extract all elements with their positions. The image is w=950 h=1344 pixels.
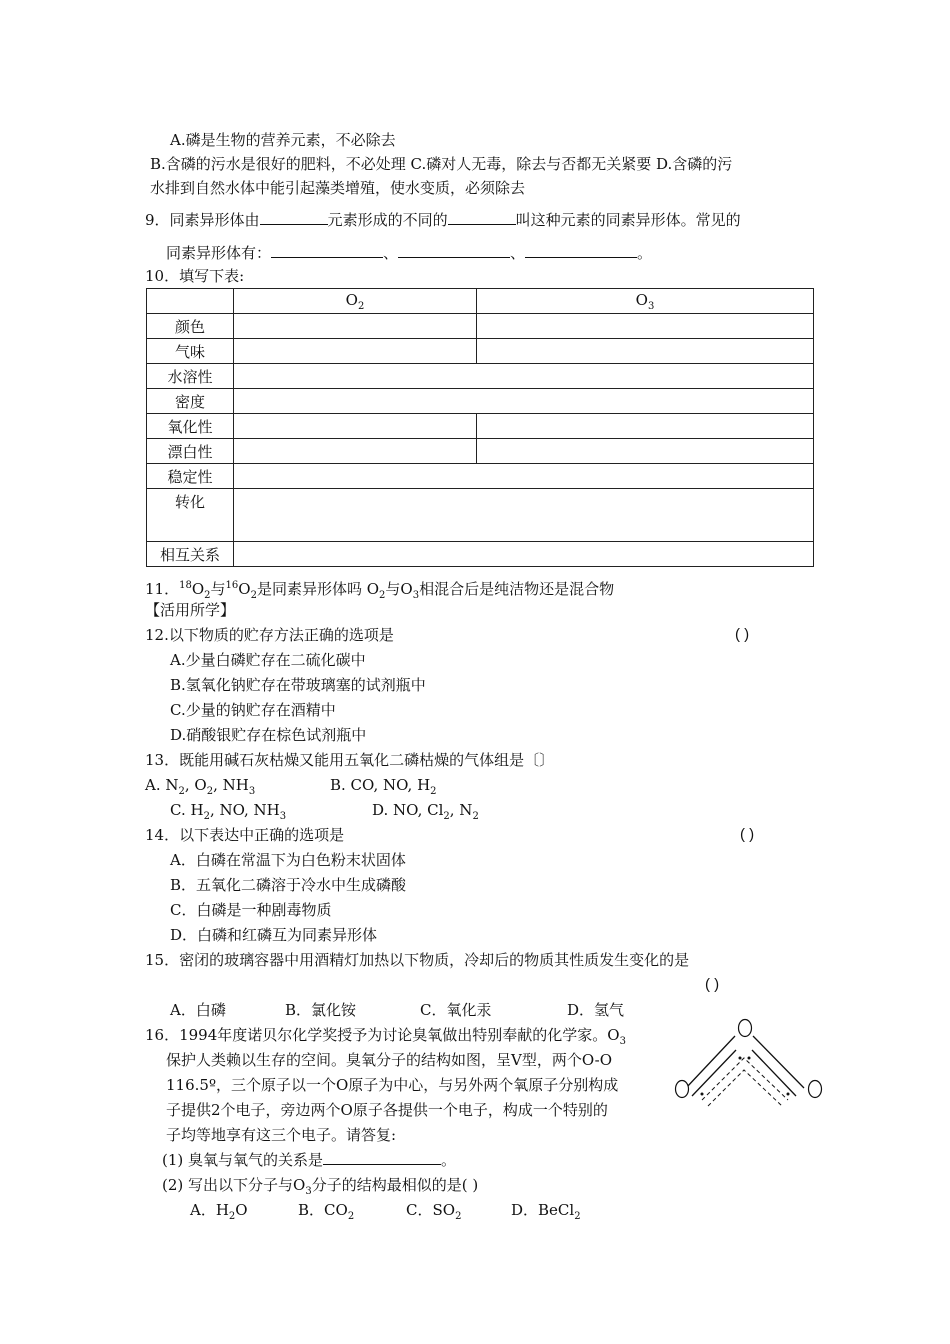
q9-number: 9． — [145, 211, 170, 229]
table-row — [147, 389, 814, 414]
cell-o3-bleaching[interactable] — [477, 439, 814, 464]
q9-text-1: 同素异形体由 — [169, 211, 260, 229]
cell-o3-oxidation[interactable] — [477, 414, 814, 439]
q16-sub1: (1) 臭氧与氧气的关系是 。 — [162, 1151, 457, 1169]
q9-text-2: 元素形成的不同的 — [327, 211, 448, 229]
row-label-oxidation: 氧化性 — [147, 414, 234, 439]
q8-option-a: A.磷是生物的营养元素，不必除去 — [170, 131, 396, 149]
q14-option-b: B．五氧化二磷溶于冷水中生成磷酸 — [170, 876, 407, 894]
q16-line1: 16．1994年度诺贝尔化学奖授予为讨论臭氧做出特别奉献的化学家。$O_3$ — [145, 1026, 626, 1047]
table-corner-cell — [147, 289, 234, 314]
q16-line3: 116.5º，三个原子以一个O原子为中心，与另外两个氧原子分别构成 — [166, 1076, 619, 1094]
q12-option-b: B.氢氧化钠贮存在带玻璃塞的试剂瓶中 — [170, 676, 426, 694]
q9-blank-4[interactable] — [398, 243, 510, 258]
cell-density[interactable] — [234, 389, 814, 414]
q15-option-b: B．氯化铵 — [285, 1001, 357, 1019]
q9-blank-1[interactable] — [260, 210, 328, 225]
table-row — [147, 339, 814, 364]
q13-stem: 13．既能用碱石灰枯燥又能用五氧化二磷枯燥的气体组是〔〕 — [145, 751, 555, 769]
q15-option-c: C．氧化汞 — [420, 1001, 492, 1019]
q16-option-c: C．$SO_2$ — [406, 1201, 462, 1222]
oxygen-atom-center — [739, 1020, 752, 1037]
q16-sub2: (2) 写出以下分子与$O_3$分子的结构最相似的是( ) — [162, 1176, 479, 1197]
cell-solubility[interactable] — [234, 364, 814, 389]
row-label-conversion: 转化 — [147, 489, 234, 542]
electron-dot — [748, 1057, 751, 1060]
q12-stem: 12.以下物质的贮存方法正确的选项是 — [145, 626, 394, 644]
section-header: 【活用所学】 — [145, 601, 236, 619]
electron-dot — [701, 1093, 704, 1096]
table-row — [147, 314, 814, 339]
q9-sep-1: 、 — [383, 244, 399, 262]
row-label-solubility: 水溶性 — [147, 364, 234, 389]
q9-blank-5[interactable] — [525, 243, 637, 258]
cell-o3-color[interactable] — [477, 314, 814, 339]
q13-option-a: A. $N_2$, $O_2$, $NH_3$ — [145, 776, 256, 797]
delocalized-bond-outer — [702, 1058, 788, 1100]
q15-stem: 15．密闭的玻璃容器中用酒精灯加热以下物质，冷却后的物质其性质发生变化的是 — [145, 951, 690, 969]
q16-line5: 子均等地享有这三个电子。请答复: — [166, 1126, 397, 1144]
cell-o2-bleaching[interactable] — [234, 439, 477, 464]
cell-o2-odor[interactable] — [234, 339, 477, 364]
q16-line2: 保护人类赖以生存的空间。臭氧分子的结构如图，呈V型，两个O-O — [166, 1051, 613, 1069]
oxygen-atom-right — [809, 1081, 822, 1098]
table-row — [147, 414, 814, 439]
q9-blank-2[interactable] — [448, 210, 516, 225]
q15-answer-paren[interactable]: ( ) — [705, 976, 720, 993]
q13-option-d: D. NO, $Cl_2$, $N_2$ — [372, 801, 479, 822]
q13-option-b: B. CO, NO, $H_2$ — [330, 776, 437, 797]
delocalized-bond-inner — [708, 1070, 782, 1106]
table-header-o3: $O_3$ — [477, 289, 814, 314]
q12-option-d: D.硝酸银贮存在棕色试剂瓶中 — [170, 726, 367, 744]
table-header-row — [147, 289, 814, 314]
row-label-stability: 稳定性 — [147, 464, 234, 489]
q14-option-c: C．白磷是一种剧毒物质 — [170, 901, 332, 919]
table-row — [147, 364, 814, 389]
q14-stem: 14．以下表达中正确的选项是 — [145, 826, 345, 844]
q10-property-table — [146, 288, 814, 567]
table-row — [147, 489, 814, 542]
table-row — [147, 464, 814, 489]
cell-o2-oxidation[interactable] — [234, 414, 477, 439]
row-label-odor: 气味 — [147, 339, 234, 364]
row-label-relationship: 相互关系 — [147, 542, 234, 567]
q9-end: 。 — [637, 244, 653, 262]
q8-options-bcd-line2: 水排到自然水体中能引起藻类增殖，使水变质，必须除去 — [150, 179, 526, 197]
q9-line2-prefix: 同素异形体有： — [166, 244, 272, 262]
row-label-density: 密度 — [147, 389, 234, 414]
q12-option-a: A.少量白磷贮存在二硫化碳中 — [170, 651, 366, 669]
table-row — [147, 439, 814, 464]
bond-right-outer — [753, 1036, 804, 1088]
cell-o3-odor[interactable] — [477, 339, 814, 364]
q14-option-d: D．白磷和红磷互为同素异形体 — [170, 926, 378, 944]
table-row — [147, 542, 814, 567]
electron-dot — [739, 1057, 742, 1060]
q15-option-d: D．氢气 — [567, 1001, 625, 1019]
cell-stability[interactable] — [234, 464, 814, 489]
row-label-bleaching: 漂白性 — [147, 439, 234, 464]
cell-conversion[interactable] — [234, 489, 814, 542]
q12-answer-paren[interactable]: ( ) — [735, 626, 750, 643]
q16-option-b: B．$CO_2$ — [298, 1201, 355, 1222]
q12-option-c: C.少量的钠贮存在酒精中 — [170, 701, 336, 719]
oxygen-atom-left — [676, 1081, 689, 1098]
q15-option-a: A．白磷 — [170, 1001, 226, 1019]
q16-sub1-blank[interactable] — [323, 1150, 441, 1165]
ozone-structure-diagram — [672, 1016, 834, 1116]
cell-relationship[interactable] — [234, 542, 814, 567]
q14-answer-paren[interactable]: ( ) — [740, 826, 755, 843]
cell-o2-color[interactable] — [234, 314, 477, 339]
q9-text-3: 叫这种元素的同素异形体。常见的 — [515, 211, 741, 229]
row-label-color: 颜色 — [147, 314, 234, 339]
q16-option-d: D．BeCl$_2$ — [511, 1201, 581, 1222]
q9-blank-3[interactable] — [271, 243, 383, 258]
q9-line2 — [166, 243, 652, 263]
q9-line1 — [145, 210, 741, 230]
table-header-o2: $O_2$ — [234, 289, 477, 314]
q9-sep-2: 、 — [510, 244, 526, 262]
q8-options-bcd-line1: B.含磷的污水是很好的肥料，不必处理 C.磷对人无毒，除去与否都无关紧要 D.含磷的污 — [150, 155, 733, 173]
q11: 11．$^{18}O_2$与$^{16}O_2$是同素异形体吗 $O_2$与$O_3$相混合后是纯洁物还是混合物 — [145, 580, 615, 601]
q16-option-a: A．$H_2O$ — [190, 1201, 248, 1222]
bond-left-outer — [686, 1036, 735, 1088]
q13-option-c: C. $H_2$, NO, $NH_3$ — [170, 801, 287, 822]
q10-title: 10．填写下表: — [145, 267, 245, 285]
q14-option-a: A．白磷在常温下为白色粉末状固体 — [170, 851, 406, 869]
q16-line4: 子提供2个电子，旁边两个O原子各提供一个电子，构成一个特别的 — [166, 1101, 608, 1119]
electron-dot — [787, 1093, 790, 1096]
